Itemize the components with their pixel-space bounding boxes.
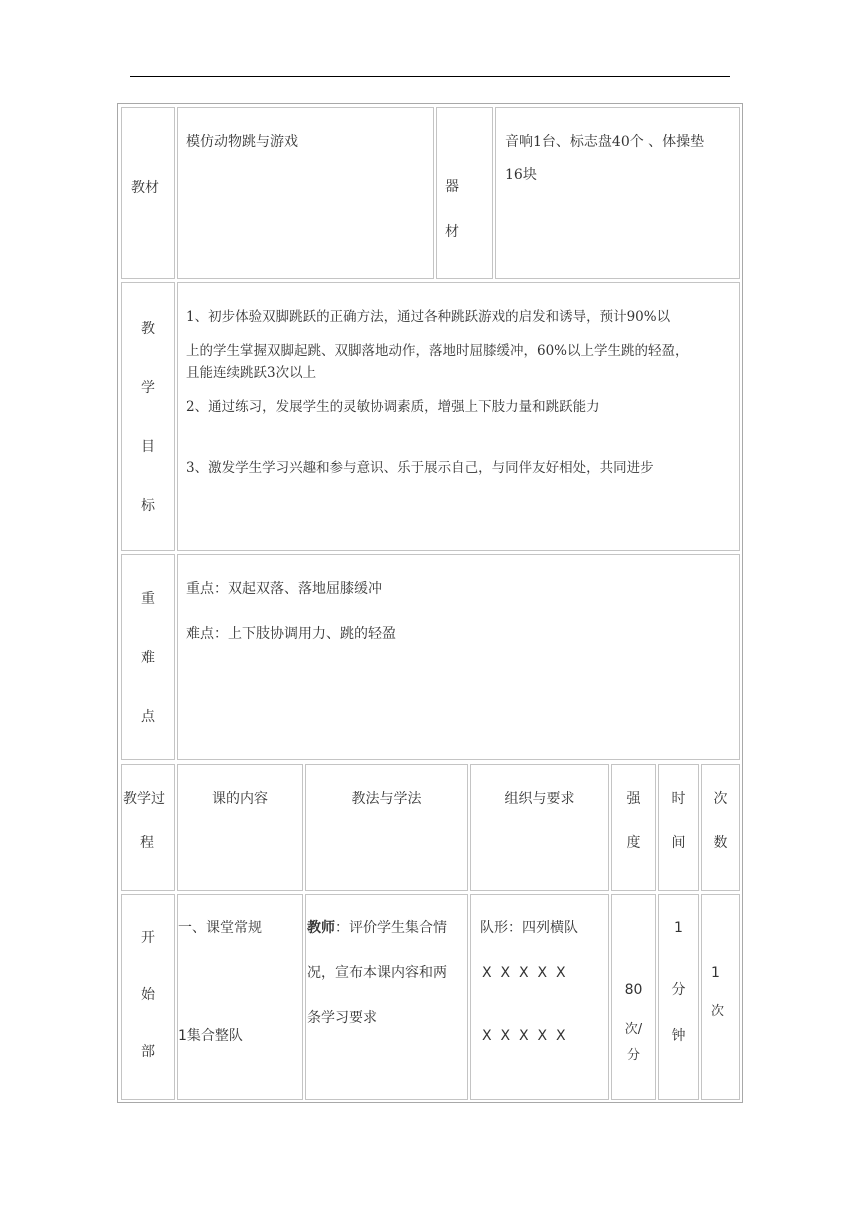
equipment-label-char: 器 [445, 179, 459, 195]
material-label-cell [121, 107, 175, 279]
material-content-cell [177, 107, 434, 279]
difficult-point: 难点：上下肢协调用力、跳的轻盈 [186, 626, 396, 642]
count-unit: 次 [711, 1004, 725, 1019]
material-label: 教材 [131, 180, 159, 196]
teacher-label: 教师 [307, 920, 335, 936]
header-process-text: 程 [140, 835, 154, 851]
start-method-cell [305, 894, 468, 1100]
intensity-unit: 分 [626, 1048, 640, 1063]
keypoints-content-cell [177, 554, 740, 760]
objective-line: 3、激发学生学习兴趣和参与意识、乐于展示自己，与同伴友好相处，共同进步 [186, 460, 654, 476]
formation-row: X X X X X [482, 1028, 566, 1044]
start-count-cell [701, 894, 740, 1100]
header-intensity-text: 度 [626, 835, 641, 851]
header-count-text: 次 [713, 791, 728, 807]
equipment-label-char: 材 [445, 224, 459, 240]
intensity-unit: 次/ [624, 1022, 643, 1037]
equipment-line: 16块 [505, 167, 537, 183]
equipment-label-cell [436, 107, 493, 279]
header-content-text: 课的内容 [212, 791, 268, 807]
header-rule [130, 76, 730, 77]
header-content-cell [177, 764, 303, 891]
objectives-label-char: 目 [141, 438, 155, 455]
keypoints-label-cell [121, 554, 175, 760]
header-method-text: 教法与学法 [351, 791, 422, 807]
start-method-line: 况，宣布本课内容和两 [307, 965, 447, 981]
header-intensity-text: 强 [626, 791, 641, 807]
equipment-line: 音响1台、标志盘40个 、体操垫 [505, 134, 705, 150]
start-label-char: 开 [141, 930, 155, 947]
objectives-label-cell [121, 282, 175, 551]
start-label-char: 始 [141, 986, 155, 1003]
header-time-text: 时 [671, 791, 686, 807]
count-value: 1 [711, 965, 720, 981]
start-time-cell [658, 894, 699, 1100]
start-content-line: 1集合整队 [178, 1028, 243, 1044]
objective-line: 上的学生掌握双脚起跳、双脚落地动作，落地时屈膝缓冲，60%以上学生跳的轻盈， [186, 343, 689, 359]
formation-row: X X X X X [482, 965, 566, 981]
header-count-cell [701, 764, 740, 891]
keypoints-label-char: 点 [141, 708, 155, 725]
header-process-text: 教学过 [123, 791, 165, 807]
keypoints-label-char: 重 [141, 591, 155, 608]
start-label-char: 部 [141, 1043, 155, 1060]
start-content-line: 一、课堂常规 [178, 920, 262, 936]
header-process-cell [121, 764, 175, 891]
equipment-content-cell [495, 107, 740, 279]
intensity-value: 80 [624, 982, 643, 998]
objectives-label-char: 标 [141, 497, 155, 514]
objective-line: 1、初步体验双脚跳跃的正确方法，通过各种跳跃游戏的启发和诱导，预计90%以 [186, 309, 671, 325]
objectives-label-char: 学 [141, 380, 155, 397]
objective-line: 2、通过练习，发展学生的灵敏协调素质，增强上下肢力量和跳跃能力 [186, 399, 600, 415]
header-time-cell [658, 764, 699, 891]
start-label-cell [121, 894, 175, 1100]
header-organization-text: 组织与要求 [504, 791, 575, 807]
header-organization-cell [470, 764, 609, 891]
start-organization-cell [470, 894, 609, 1100]
header-time-text: 间 [671, 835, 686, 851]
start-method-line: 条学习要求 [307, 1010, 377, 1026]
formation-title: 队形：四列横队 [480, 920, 578, 936]
time-value: 1 [674, 920, 683, 936]
material-content: 模仿动物跳与游戏 [186, 134, 298, 150]
objectives-content-cell [177, 282, 740, 551]
header-method-cell [305, 764, 468, 891]
header-intensity-cell [611, 764, 656, 891]
time-unit: 分 [671, 982, 686, 998]
start-content-cell [177, 894, 303, 1100]
start-intensity-cell [611, 894, 656, 1100]
start-method-line: ：评价学生集合情 [335, 920, 447, 936]
time-unit: 钟 [671, 1028, 686, 1044]
objective-line: 且能连续跳跃3次以上 [186, 365, 317, 381]
objectives-label-char: 教 [141, 321, 155, 338]
key-point: 重点：双起双落、落地屈膝缓冲 [186, 581, 382, 597]
keypoints-label-char: 难 [141, 649, 155, 666]
header-count-text: 数 [713, 835, 728, 851]
